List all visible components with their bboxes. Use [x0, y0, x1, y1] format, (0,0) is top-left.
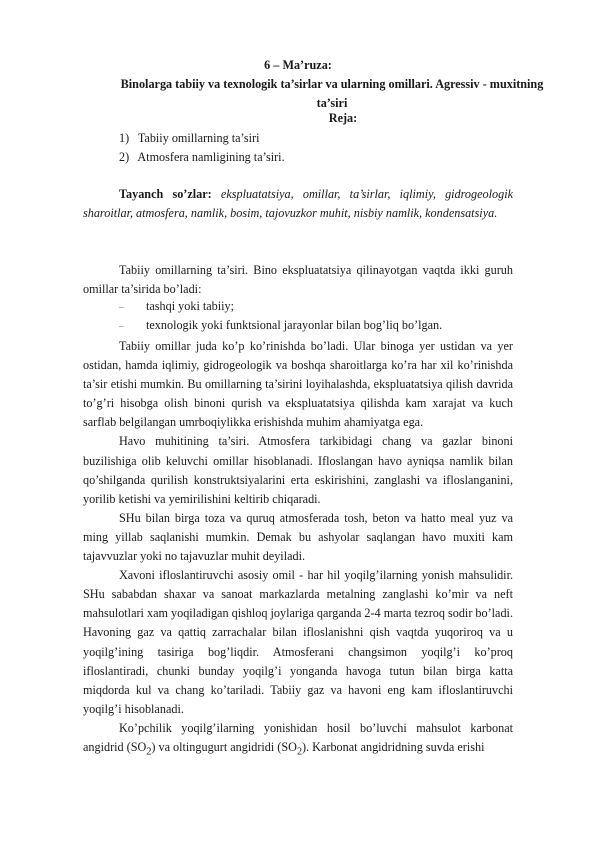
- plan-item-text: Tabiiy omillarning ta’siri: [137, 131, 260, 145]
- dash-bullet: –: [119, 321, 124, 331]
- paragraph-last: Ko’pchilik yoqilg’ilarning yonishidan hosil bo’luvchi mahsulot karbonat angidrid $(SO_2)$ va oltingugurt angidridi $(SO_2)$. Karbonat angidridning suvda erishi: [83, 720, 513, 758]
- plan-item-number: 2): [119, 150, 130, 164]
- plan-heading: Reja:: [328, 111, 358, 125]
- plan-item-text: Atmosfera namligining ta’siri.: [137, 150, 285, 164]
- body-text: [83, 337, 513, 762]
- keywords-paragraph: [83, 185, 513, 223]
- paragraph: Havo muhitining ta’siri. Atmosfera tarkibidagi chang va gazlar binoni buzilishiga olib keluvchi omillar hisoblanadi. Ifloslangan havo ayniqsa namlik bilan qo’shilganda qurilish konstruktsiyalarini erta eskirishini, zanglashi va ifloslanganini, yorilib ketishi va yemirilishini keltirib chiqaradi.: [83, 434, 513, 506]
- lecture-title: Binolarga tabiiy va texnologik ta’sirlar va ularning omillari. Agressiv - muxitning ta’siri: [120, 77, 544, 110]
- list-item: [119, 299, 234, 314]
- list-item-text: tashqi yoki tabiiy;: [146, 299, 235, 313]
- list-item: [119, 318, 442, 333]
- keywords-text: ekspluatatsiya, omillar, ta’sirlar, iqlimiy, gidrogeologik sharoitlar, atmosfera, namlik, bosim, tajovuzkor muhit, nisbiy namlik, kondensatsiya.: [83, 187, 513, 221]
- intro-paragraph: [83, 261, 513, 299]
- paragraph: SHu bilan birga toza va quruq atmosferada tosh, beton va hatto meal yuz va ming yillab saqlanishi mumkin. Demak bu ashyolar saqlangan havo muxiti kam tajavvuzlar yoki no tajavuzlar muhit deyiladi.: [83, 510, 513, 564]
- plan-item-number: 1): [119, 131, 130, 145]
- plan-item: [119, 131, 260, 146]
- list-item-text: texnologik yoki funktsional jarayonlar bilan bog’liq bo’lgan.: [146, 318, 443, 332]
- lecture-number: 6 – Ma’ruza:: [264, 58, 332, 72]
- paragraph: Xavoni ifloslantiruvchi asosiy omil - har hil yoqilg’ilarning yonish mahsulidir. SHu sababdan shaxar va sanoat markazlarda metalning zanglashi ko’mir va neft mahsulotlari xam yoqiladigan qishloq joylariga qarganda 2-4 marta tezroq sodir bo’ladi. Havoning gaz va qattiq zarrachalar bilan ifloslanishni qish vaqtda yuqoriroq va u yoqilg’ining tasiriga bog’liqdir. Atmosferani changsimon yoqilg’i ko’proq ifloslantiradi, chunki bunday yoqilg’i yonganda havoga tutun bilan birga katta miqdorda kul va chang ko’tariladi. Tabiiy gaz va havoni eng kam ifloslantiruvchi yoqilg’i hisoblanadi.: [83, 568, 513, 716]
- dash-bullet: –: [119, 302, 124, 312]
- plan-item: [119, 150, 285, 165]
- paragraph: Tabiiy omillar juda ko’p ko’rinishda bo’ladi. Ular binoga yer ustidan va yer ostidan, hamda iqlimiy, gidrogeologik va boshqa sharoitlarga ko’ra har xil ko’rinishda ta’sir etishi mumkin. Bu omillarning ta’sirini loyihalashda, ekspluatatsiya qilish davrida to’g’ri hisobga olish binoni qurish va ekspluatatsiya qilishda kam xarajat va kuch sarflab belgilangan umrboqiylikka erishishda muhim ahamiyatga ega.: [83, 339, 513, 430]
- keywords-label: Tayanch so’zlar:: [119, 187, 212, 201]
- intro-text: Tabiiy omillarning ta’siri. Bino ekspluatatsiya qilinayotgan vaqtda ikki guruh omillar ta’sirida bo’ladi:: [83, 263, 513, 297]
